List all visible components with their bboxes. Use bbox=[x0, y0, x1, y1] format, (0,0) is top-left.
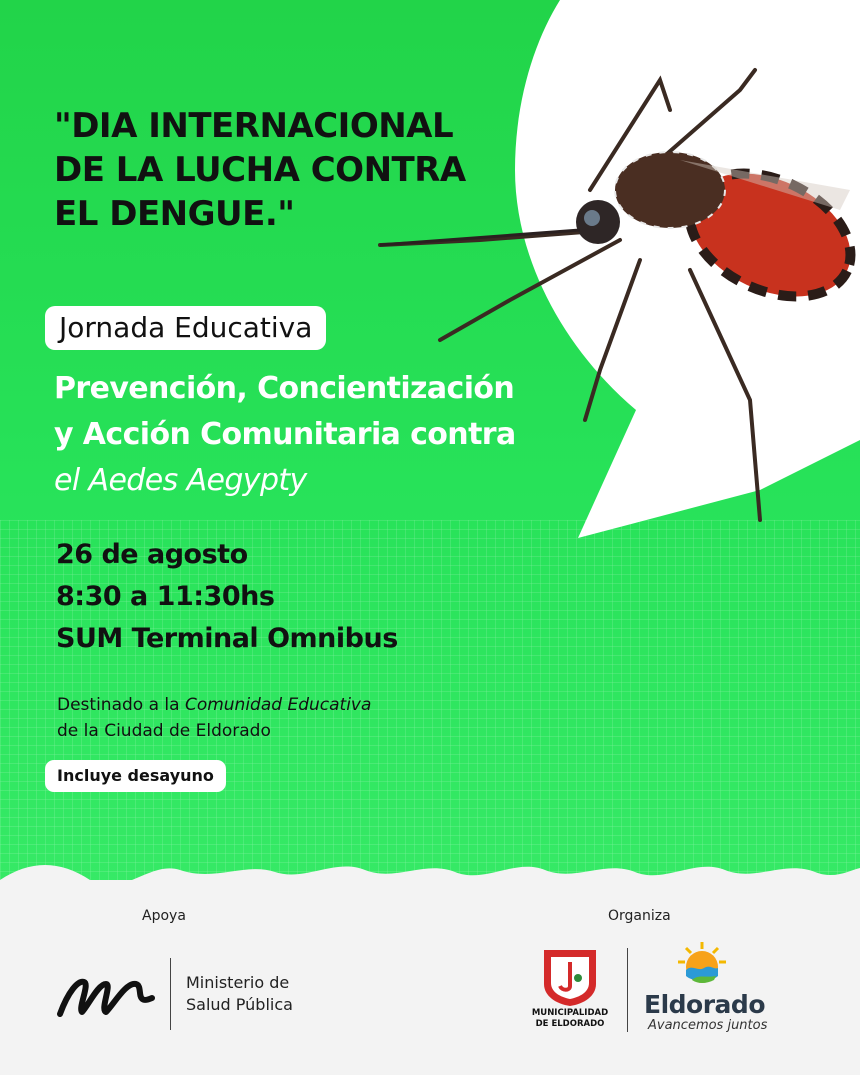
organiza-divider bbox=[627, 948, 628, 1032]
municipal-shield-icon bbox=[540, 946, 600, 1008]
municipality-name bbox=[528, 1008, 612, 1030]
apoya-label: Apoya bbox=[142, 908, 186, 924]
audience-highlight: Comunidad Educativa bbox=[184, 695, 372, 715]
audience-line-2: de la Ciudad de Eldorado bbox=[57, 721, 271, 741]
ministry-name bbox=[186, 972, 293, 1016]
organiza-label: Organiza bbox=[608, 908, 671, 924]
ministry-divider bbox=[170, 958, 171, 1030]
headline: "DIA INTERNACIONAL DE LA LUCHA CONTRA EL DENGUE." bbox=[54, 106, 466, 234]
muni-line-1: MUNICIPALIDAD bbox=[531, 1008, 609, 1018]
audience-prefix: Destinado a la bbox=[57, 695, 185, 715]
muni-line-2: DE ELDORADO bbox=[535, 1019, 605, 1029]
eldorado-slogan: Avancemos juntos bbox=[648, 1018, 768, 1033]
event-place: SUM Terminal Omnibus bbox=[56, 623, 398, 654]
ministry-line-1: Ministerio de bbox=[186, 973, 290, 992]
event-info bbox=[56, 534, 398, 660]
ministry-line-2: Salud Pública bbox=[186, 995, 293, 1014]
subtitle bbox=[54, 366, 584, 504]
event-time: 8:30 a 11:30hs bbox=[56, 581, 275, 612]
subtitle-line-3: el Aedes Aegypty bbox=[54, 463, 307, 498]
ministry-logo-icon bbox=[54, 962, 164, 1022]
event-date: 26 de agosto bbox=[56, 539, 248, 570]
jornada-badge: Jornada Educativa bbox=[45, 306, 326, 350]
eldorado-sun-icon bbox=[672, 940, 732, 986]
subtitle-line-1: Prevención, Concientización bbox=[54, 371, 515, 406]
subtitle-line-2: y Acción Comunitaria contra bbox=[54, 417, 516, 452]
audience bbox=[57, 692, 371, 744]
eldorado-name: Eldorado bbox=[644, 990, 765, 1019]
desayuno-badge: Incluye desayuno bbox=[45, 760, 226, 792]
